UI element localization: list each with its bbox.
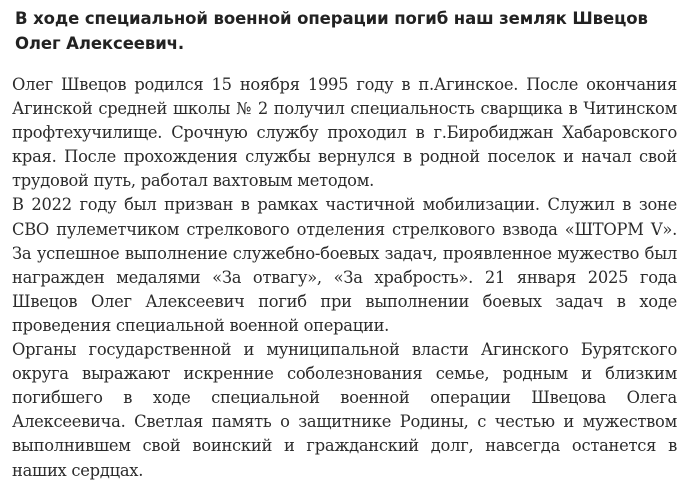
article-body — [12, 73, 677, 483]
article — [12, 6, 677, 483]
article-paragraph-1: Олег Швецов родился 15 ноября 1995 году в п.Агинское. После окончания Агинской средней школы № 2 получил специальность сварщика в Читинском профтехучилище. Срочную службу проходил в г.Биробиджан Хабаровского края. После прохождения службы вернулся в родной поселок и начал свой трудовой путь, работал вахтовым методом. — [12, 75, 677, 191]
article-paragraph-2: В 2022 году был призван в рамках частичной мобилизации. Служил в зоне СВО пулеметчиком стрелкового отделения стрелкового взвода «ШТОРМ V». За успешное выполнение служебно-боевых задач, проявленное мужество был награжден медалями «За отвагу», «За храбрость». 21 января 2025 года Швецов Олег Алексеевич погиб при выполнении боевых задач в ходе проведения специальной военной операции. — [12, 195, 677, 335]
article-headline: В ходе специальной военной операции погиб наш земляк Швецов Олег Алексеевич. — [15, 9, 648, 53]
article-paragraph-3: Органы государственной и муниципальной власти Агинского Бурятского округа выражают искренние соболезнования семье, родным и близким погибшего в ходе специальной военной операции Швецова Олега Алексеевича. Светлая память о защитнике Родины, с честью и мужеством выполнившем свой воинский и гражданский долг, навсегда останется в наших сердцах. — [12, 340, 677, 480]
